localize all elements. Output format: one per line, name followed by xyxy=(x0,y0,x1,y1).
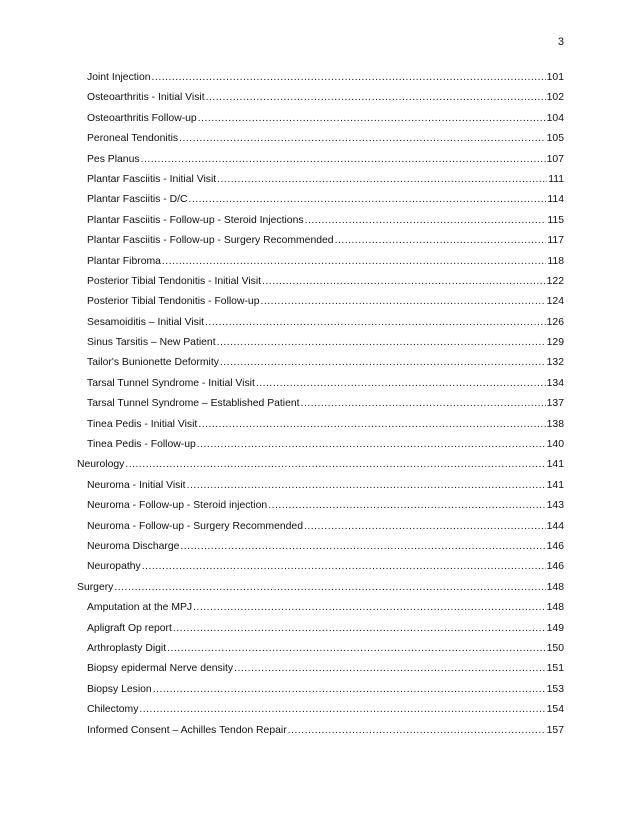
toc-entry-title: Neuroma - Follow-up - Surgery Recommended xyxy=(87,520,303,532)
toc-entry-title: Biopsy epidermal Nerve density xyxy=(87,663,234,675)
toc-entry[interactable] xyxy=(77,337,564,357)
toc-entry[interactable] xyxy=(77,521,564,541)
toc-entry-title: Neuroma - Follow-up - Steroid injection xyxy=(87,500,268,512)
toc-dot-leader xyxy=(304,521,546,532)
toc-entry-title: Tarsal Tunnel Syndrome - Initial Visit xyxy=(87,377,255,389)
toc-dot-leader xyxy=(114,582,545,593)
toc-entry-page: 114 xyxy=(547,194,564,206)
toc-dot-leader xyxy=(125,459,545,470)
toc-entry-title: Tinea Pedis - Follow-up xyxy=(87,439,196,451)
toc-dot-leader xyxy=(141,154,546,165)
toc-dot-leader xyxy=(206,92,546,103)
toc-entry[interactable] xyxy=(77,174,564,194)
toc-dot-leader xyxy=(197,439,546,450)
toc-entry-page: 153 xyxy=(546,683,564,695)
toc-entry-page: 141 xyxy=(546,479,564,491)
toc-dot-leader xyxy=(152,72,546,83)
toc-entry-title: Plantar Fasciitis - Initial Visit xyxy=(87,173,217,185)
toc-entry-page: 149 xyxy=(546,622,564,634)
toc-dot-leader xyxy=(205,317,546,328)
toc-entry-title: Posterior Tibial Tendonitis - Follow-up xyxy=(87,296,260,308)
toc-entry-page: 138 xyxy=(546,418,564,430)
toc-entry[interactable] xyxy=(77,663,564,683)
toc-dot-leader xyxy=(139,704,545,715)
toc-entry-title: Neurology xyxy=(77,459,125,471)
toc-entry-page: 124 xyxy=(546,296,564,308)
toc-entry-page: 111 xyxy=(548,173,564,185)
toc-entry[interactable] xyxy=(77,235,564,255)
toc-entry-title: Neuroma Discharge xyxy=(87,540,180,552)
toc-entry[interactable] xyxy=(77,725,564,745)
toc-entry[interactable] xyxy=(77,500,564,520)
toc-entry[interactable] xyxy=(77,92,564,112)
toc-dot-leader xyxy=(256,378,546,389)
toc-entry[interactable] xyxy=(77,480,564,500)
toc-entry-title: Apligraft Op report xyxy=(87,622,172,634)
toc-entry-page: 115 xyxy=(547,214,564,226)
toc-entry-title: Sinus Tarsitis – New Patient xyxy=(87,337,216,349)
toc-dot-leader xyxy=(262,276,546,287)
toc-entry[interactable] xyxy=(77,296,564,316)
toc-entry-title: Plantar Fasciitis - Follow-up - Steroid Injections xyxy=(87,214,304,226)
toc-entry-title: Surgery xyxy=(77,581,114,593)
toc-dot-leader xyxy=(268,500,545,511)
toc-dot-leader xyxy=(260,296,545,307)
toc-entry[interactable] xyxy=(77,684,564,704)
toc-entry-title: Pes Planus xyxy=(87,153,140,165)
toc-entry[interactable] xyxy=(77,276,564,296)
toc-entry-page: 117 xyxy=(547,235,564,247)
toc-dot-leader xyxy=(198,113,546,124)
toc-entry-page: 148 xyxy=(546,602,564,614)
toc-dot-leader xyxy=(187,480,546,491)
toc-entry-page: 132 xyxy=(546,357,564,369)
toc-entry-title: Tinea Pedis - Initial Visit xyxy=(87,418,198,430)
toc-dot-leader xyxy=(173,623,546,634)
toc-entry-title: Biopsy Lesion xyxy=(87,683,152,695)
toc-entry[interactable] xyxy=(77,561,564,581)
toc-dot-leader xyxy=(188,194,546,205)
toc-entry-title: Neuropathy xyxy=(87,561,141,573)
toc-entry[interactable] xyxy=(77,398,564,418)
toc-entry[interactable] xyxy=(77,113,564,133)
toc-entry-page: 126 xyxy=(546,316,564,328)
toc-entry-page: 154 xyxy=(546,704,564,716)
toc-entry-page: 137 xyxy=(546,398,564,410)
toc-dot-leader xyxy=(167,643,546,654)
toc-entry-title: Amputation at the MPJ xyxy=(87,602,193,614)
toc-entry-title: Arthroplasty Digit xyxy=(87,642,167,654)
toc-entry-title: Informed Consent – Achilles Tendon Repair xyxy=(87,724,287,736)
toc-entry-title: Plantar Fasciitis - D/C xyxy=(87,194,188,206)
toc-entry-title: Joint Injection xyxy=(87,72,151,83)
toc-entry[interactable] xyxy=(77,215,564,235)
toc-dot-leader xyxy=(217,337,546,348)
toc-entry[interactable] xyxy=(77,317,564,337)
toc-dot-leader xyxy=(142,561,546,572)
toc-entry-page: 151 xyxy=(546,663,564,675)
toc-entry-page: 134 xyxy=(546,377,564,389)
toc-entry[interactable] xyxy=(77,419,564,439)
toc-entry-page: 140 xyxy=(546,439,564,451)
toc-dot-leader xyxy=(301,398,546,409)
toc-dot-leader xyxy=(220,357,546,368)
toc-dot-leader xyxy=(153,684,546,695)
toc-section-entry[interactable] xyxy=(77,459,564,479)
toc-entry[interactable] xyxy=(77,602,564,622)
toc-dot-leader xyxy=(193,602,546,613)
toc-entry-page: 148 xyxy=(546,581,564,593)
toc-entry-page: 157 xyxy=(546,724,564,736)
toc-entry-page: 122 xyxy=(546,275,564,287)
toc-entry[interactable] xyxy=(77,133,564,153)
toc-entry-title: Peroneal Tendonitis xyxy=(87,133,179,145)
toc-entry-title: Neuroma - Initial Visit xyxy=(87,479,186,491)
toc-entry[interactable] xyxy=(77,154,564,174)
toc-dot-leader xyxy=(305,215,547,226)
toc-entry[interactable] xyxy=(77,378,564,398)
toc-dot-leader xyxy=(179,133,546,144)
toc-dot-leader xyxy=(335,235,547,246)
toc-entry-title: Tarsal Tunnel Syndrome – Established Patient xyxy=(87,398,300,410)
toc-dot-leader xyxy=(288,725,546,736)
page-number: 3 xyxy=(557,36,564,48)
toc-entry[interactable] xyxy=(77,643,564,663)
toc-entry-page: 129 xyxy=(546,337,564,349)
toc-entry-title: Osteoarthritis - Initial Visit xyxy=(87,92,205,104)
toc-entry[interactable] xyxy=(77,357,564,377)
toc-entry[interactable] xyxy=(77,541,564,561)
table-of-contents xyxy=(77,72,564,745)
toc-dot-leader xyxy=(162,256,547,267)
toc-entry-page: 141 xyxy=(546,459,564,471)
toc-dot-leader xyxy=(234,663,546,674)
toc-entry-page: 105 xyxy=(546,133,564,145)
toc-entry-title: Sesamoiditis – Initial Visit xyxy=(87,316,205,328)
toc-entry-page: 150 xyxy=(546,642,564,654)
toc-entry-page: 143 xyxy=(546,500,564,512)
toc-entry-title: Osteoarthritis Follow-up xyxy=(87,112,197,124)
toc-entry[interactable] xyxy=(77,256,564,276)
toc-dot-leader xyxy=(180,541,545,552)
toc-entry-title: Posterior Tibial Tendonitis - Initial Visit xyxy=(87,275,262,287)
toc-entry[interactable] xyxy=(77,72,564,92)
toc-entry[interactable] xyxy=(77,704,564,724)
toc-entry-title: Chilectomy xyxy=(87,704,139,716)
toc-dot-leader xyxy=(217,174,547,185)
toc-entry[interactable] xyxy=(77,439,564,459)
toc-entry[interactable] xyxy=(77,623,564,643)
toc-entry-page: 101 xyxy=(546,72,564,83)
toc-entry-page: 144 xyxy=(546,520,564,532)
toc-entry-title: Plantar Fibroma xyxy=(87,255,161,267)
toc-section-entry[interactable] xyxy=(77,582,564,602)
toc-entry-page: 118 xyxy=(547,255,564,267)
toc-entry-title: Plantar Fasciitis - Follow-up - Surgery Recommended xyxy=(87,235,334,247)
toc-entry-title: Tailor's Bunionette Deformity xyxy=(87,357,219,369)
toc-entry-page: 146 xyxy=(546,561,564,573)
toc-entry-page: 107 xyxy=(546,153,564,165)
toc-entry-page: 146 xyxy=(546,540,564,552)
toc-dot-leader xyxy=(198,419,545,430)
toc-entry-page: 102 xyxy=(546,92,564,104)
toc-entry-page: 104 xyxy=(546,112,564,124)
toc-entry[interactable] xyxy=(77,194,564,214)
